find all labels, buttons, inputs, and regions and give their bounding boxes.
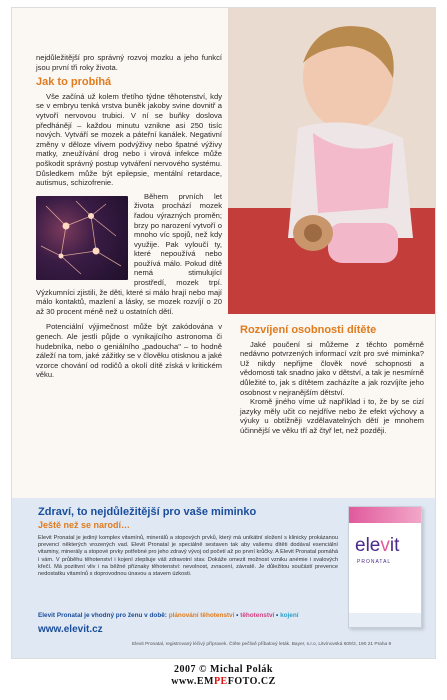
ad-line-pregnancy: těhotenství <box>240 612 275 619</box>
section-heading-how-it-works: Jak to probíhá <box>36 76 112 89</box>
ad-subtitle: Ještě než se narodí… <box>38 520 131 530</box>
elevit-logo: elevit <box>355 535 400 556</box>
paragraph-4: Jaké poučení si můžeme z těchto poměrně nedávno potvrzených informací vzít pro své miminka? Už nikdy nepřijme člověk nové schopnosti a vědomosti tak snadno jako v dětství, a tak je nesmírně důležité to, jak s dítětem zacházíte a jak rozvíjíte jeho osobnost v nejranějším dětství. <box>240 339 424 397</box>
box-bottom-band <box>349 613 421 627</box>
paragraph-3: Potenciální výjimečnost může být zakódována v genech. Ale jestli půjde o vynikajícího astronoma či hudebníka, nebo o geniálního „padoucha" – to hodně záleží na tom, jaké zážitky se v člověku otisknou a jaké vzorce chování od rodičů a okolí dítě získá v kritickém věku. <box>36 322 222 380</box>
photo-credit-footer <box>0 664 447 688</box>
website-line: www.EMPEFOTO.CZ <box>171 676 276 687</box>
child-illustration <box>228 8 435 314</box>
ad-title: Zdraví, to nejdůležitější pro vaše miminko <box>38 506 257 518</box>
magazine-page <box>12 8 435 658</box>
left-column <box>36 53 222 380</box>
ad-line-prefix: Elevit Pronatal je vhodný pro ženu v době: <box>38 612 167 619</box>
elevit-product-box <box>348 506 422 628</box>
section-heading-personality: Rozvíjení osobnosti dítěte <box>240 324 377 336</box>
neuron-illustration <box>36 196 128 280</box>
paragraph-5: Kromě jiného víme už například i to, že by se cizí jazyky měly učit co nejdříve nebo že efekt výchovy a výuky u obtížněji vzdělavatelných dětí je mnohem účinnější ve věku tří až čtyř let, než později. <box>240 397 424 435</box>
neuron-image <box>36 196 128 280</box>
ad-line-nursing: kojení <box>280 612 299 619</box>
ad-legal-note: Elevit Pronatal, registrovaný léčivý přípravek. Čtěte pečlivě příbalový leták. Bayer, s.r.o, Litvínovská 609/3, 190 21 Praha 9 <box>132 642 392 647</box>
ad-url-link[interactable]: www.elevit.cz <box>38 624 103 635</box>
intro-paragraph: nejdůležitější pro správný rozvoj mozku a jeho funkcí jsou první tři roky života. <box>36 53 222 72</box>
elevit-box-subtitle: PRONATAL <box>357 559 392 565</box>
elevit-advertisement <box>12 498 435 658</box>
box-top-band <box>349 507 421 523</box>
child-photo <box>228 8 435 314</box>
neuron-wrap <box>36 192 222 317</box>
paragraph-1: Vše začíná už kolem třetího týdne těhotenství, kdy se v embryu tenká vrstva buněk jakoby svine dovnitř a vytvoří nervovou trubici. V ní se buňky doslova předhánějí – každou minutu vznikne asi 250 tisíc nových. Vytváří se mozek a páteřní kanálek. Negativní změny v děloze vlivem podvýživy nebo špatné výživy matky, zneužívání drog nebo i virová infekce může poškodit správný postup vytváření nervového systému. Důsledkem může být epilepsie, mentální retardace, autismus, schizofrenie. <box>36 91 222 188</box>
ad-line-planning: plánování těhotenství <box>168 612 235 619</box>
paragraph-2: Během prvních let života prochází mozek řadou výrazných proměn; brzy po narození vytvoří o mnoho víc spojů, než kdy využije. Pak vyloučí ty, které nepoužívá nebo používá málo. Pokud dítě nemá stimulující prostředí, mozek trpí. Výzkumníci zjistili, že děti, které si málo hrají nebo mají málo kontaktů, mazlení a lásky, se mozek rozvíjí o 20 až 30 procent méně než u ostatních dětí. <box>36 191 222 316</box>
copyright-line: 2007 © Michal Polák <box>174 664 273 675</box>
right-column <box>240 326 424 436</box>
ad-body: Elevit Pronatal je jediný komplex vitamínů, minerálů a stopových prvků, který má unikátní složení s klinicky prokázanou prevencí některých vrozených vad. Elevit Pronatal je speciálně sestaven tak aby vašemu dítěti dodával esenciální vitaminy, minerály a stopové prvky potřebné pro jeho zdravý vývoj od početí až po první krůčky. A Elevit Pronatal pomáhá i vám. V průběhu těhotenství i kojení zlepšuje váš zdravotní stav. Dokáže omezit možnost vzniku anémie i svalových křečí. Má pozitivní vliv i na běžné příznaky těhotenství: nevolnost, zvracení, závratě. Je důležitou součástí prevence nedostatku vitamínů s doprovodnou únavou a stavem úzkosti. <box>38 535 338 578</box>
ad-suitability-line: Elevit Pronatal je vhodný pro ženu v době: plánování těhotenství • těhotenství • kojení <box>38 612 299 619</box>
